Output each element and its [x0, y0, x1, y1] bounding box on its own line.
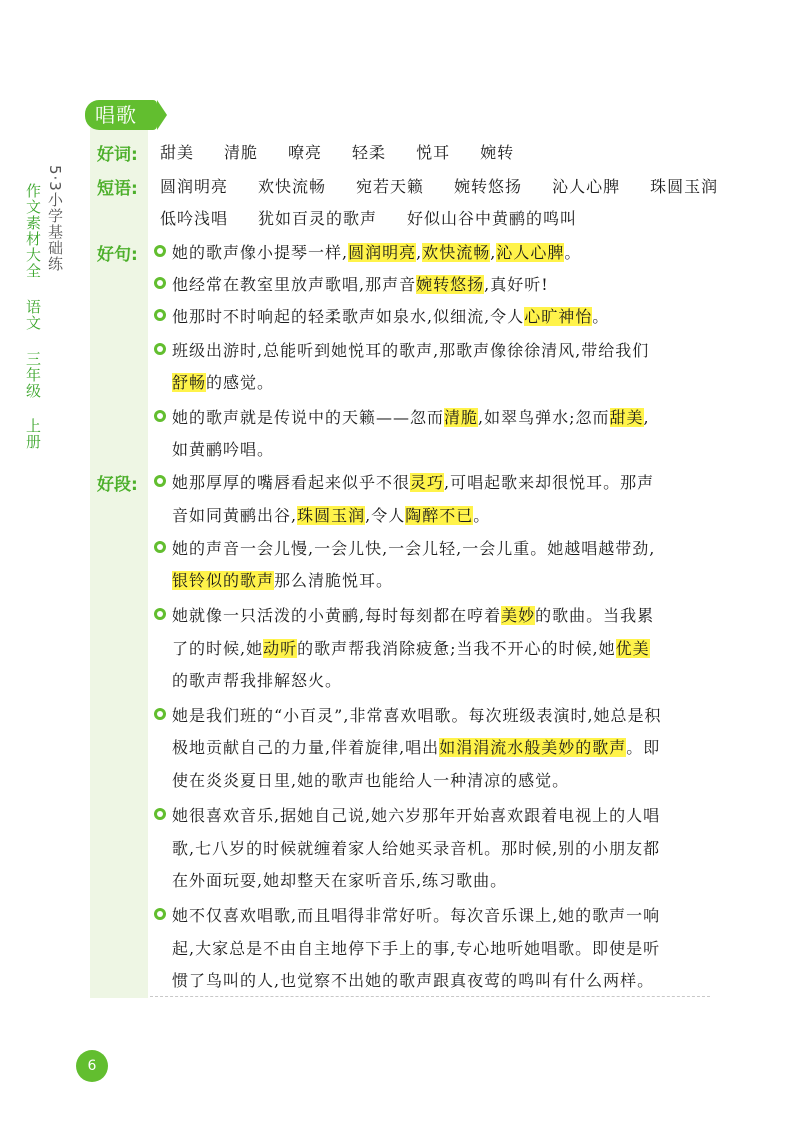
para-4-line-2 — [172, 735, 660, 758]
text: 她就像一只活泼的小黄鹂,每时每刻都在哼着 — [172, 606, 502, 625]
words-list — [160, 140, 544, 163]
para-6-line-2: 起,大家总是不由自主地停下手上的事,专心地听她唱歌。即使是听 — [172, 939, 661, 958]
sentence-3 — [172, 304, 609, 327]
bullet-icon — [154, 608, 166, 620]
series-part: 三年级 — [24, 350, 42, 399]
text: 她的歌声就是传说中的天籁——忽而 — [172, 408, 445, 427]
para-6-line-1: 她不仅喜欢唱歌,而且唱得非常好听。每次音乐课上,她的歌声一响 — [172, 906, 661, 925]
word: 嘹亮 — [288, 143, 323, 162]
bullet-icon — [154, 277, 166, 289]
sentence-5-line-2: 如黄鹂吟唱。 — [172, 440, 275, 459]
phrase: 宛若天籁 — [356, 177, 425, 196]
highlight: 舒畅 — [172, 373, 207, 392]
word: 清脆 — [224, 143, 259, 162]
sentences-label: 好句: — [97, 245, 138, 265]
series-part: 上册 — [24, 418, 42, 451]
bullet-icon — [154, 541, 166, 553]
phrase: 婉转悠扬 — [454, 177, 523, 196]
phrase: 沁人心脾 — [552, 177, 621, 196]
highlight: 银铃似的歌声 — [172, 571, 275, 590]
bullet-icon — [154, 808, 166, 820]
highlight: 如涓涓流水般美妙的歌声 — [439, 738, 627, 757]
word: 轻柔 — [352, 143, 387, 162]
highlight: 沁人心脾 — [496, 243, 565, 262]
margin-text — [24, 165, 66, 464]
text: 。 — [473, 506, 491, 525]
text: 她的歌声像小提琴一样, — [172, 243, 349, 262]
text: 。即 — [626, 738, 661, 757]
bullet-icon — [154, 343, 166, 355]
series-part: 作文素材大全 — [24, 183, 42, 279]
sentence-1 — [172, 240, 581, 263]
bullet-icon — [154, 309, 166, 321]
highlight: 清脆 — [444, 408, 479, 427]
highlight: 陶醉不已 — [405, 506, 474, 525]
book-brand: 5·3小学基础练 — [46, 165, 64, 272]
bullet-icon — [154, 245, 166, 257]
para-5-line-3: 在外面玩耍,她却整天在家听音乐,练习歌曲。 — [172, 871, 508, 890]
text: 的歌声帮我消除疲惫;当我不开心的时候,她 — [297, 639, 616, 658]
para-2-line-1: 她的声音一会儿慢,一会儿快,一会儿轻,一会儿重。她越唱越带劲, — [172, 539, 656, 558]
text: 的感觉。 — [206, 373, 275, 392]
highlight: 婉转悠扬 — [416, 275, 485, 294]
para-2-line-2 — [172, 568, 393, 591]
book-series — [22, 183, 44, 464]
paragraphs-label: 好段: — [97, 475, 138, 495]
phrase: 欢快流畅 — [258, 177, 327, 196]
text: , — [416, 243, 423, 262]
highlight: 珠圆玉润 — [297, 506, 366, 525]
para-4-line-3: 使在炎炎夏日里,她的歌声也能给人一种清凉的感觉。 — [172, 771, 570, 790]
word: 甜美 — [160, 143, 195, 162]
para-4-line-1: 她是我们班的“小百灵”,非常喜欢唱歌。每次班级表演时,她总是积 — [172, 706, 662, 725]
sentence-4-line-2 — [172, 370, 274, 393]
text: , — [643, 408, 650, 427]
para-5-line-2: 歌,七八岁的时候就缠着家人给她买录音机。那时候,别的小朋友都 — [172, 839, 661, 858]
bullet-icon — [154, 475, 166, 487]
text: ,如翠鸟弹水;忽而 — [478, 408, 610, 427]
para-3-line-3: 的歌声帮我排解怒火。 — [172, 671, 343, 690]
text: 他经常在教室里放声歌唱,那声音 — [172, 275, 417, 294]
text: 她那厚厚的嘴唇看起来似乎不很 — [172, 473, 411, 492]
phrase: 圆润明亮 — [160, 177, 229, 196]
phrases-list-2 — [160, 206, 607, 229]
phrases-list-1 — [160, 174, 748, 197]
bullet-icon — [154, 410, 166, 422]
para-6-line-3: 惯了鸟叫的人,也觉察不出她的歌声跟真夜莺的鸣叫有什么两样。 — [172, 971, 655, 990]
para-5-line-1: 她很喜欢音乐,据她自己说,她六岁那年开始喜欢跟着电视上的人唱 — [172, 806, 661, 825]
text: 了的时候,她 — [172, 639, 264, 658]
highlight: 圆润明亮 — [348, 243, 417, 262]
text: , — [490, 243, 497, 262]
phrase: 珠圆玉润 — [650, 177, 719, 196]
series-part: 语文 — [24, 298, 42, 331]
highlight: 灵巧 — [410, 473, 445, 492]
text: 他那时不时响起的轻柔歌声如泉水,似细流,令人 — [172, 307, 525, 326]
highlight: 心旷神怡 — [524, 307, 593, 326]
highlight: 优美 — [615, 639, 650, 658]
sentence-2 — [172, 272, 549, 295]
phrases-label: 短语: — [97, 179, 138, 199]
phrase: 犹如百灵的歌声 — [258, 209, 378, 228]
bullet-icon — [154, 708, 166, 720]
highlight: 美妙 — [501, 606, 536, 625]
word: 悦耳 — [416, 143, 451, 162]
text: 音如同黄鹂出谷, — [172, 506, 298, 525]
text: ,真好听! — [484, 275, 549, 294]
highlight: 甜美 — [609, 408, 644, 427]
bullet-icon — [154, 908, 166, 920]
para-3-line-1 — [172, 603, 654, 626]
text: 。 — [564, 243, 582, 262]
text: ,令人 — [365, 506, 406, 525]
para-1-line-1 — [172, 470, 654, 493]
text: 那么清脆悦耳。 — [274, 571, 394, 590]
text: 极地贡献自己的力量,伴着旋律,唱出 — [172, 738, 440, 757]
word: 婉转 — [480, 143, 515, 162]
text: ,可唱起歌来却很悦耳。那声 — [444, 473, 655, 492]
phrase: 低吟浅唱 — [160, 209, 229, 228]
text: 。 — [592, 307, 610, 326]
highlight: 动听 — [263, 639, 298, 658]
phrase: 好似山谷中黄鹂的鸣叫 — [407, 209, 578, 228]
para-1-line-2 — [172, 503, 490, 526]
words-label: 好词: — [97, 145, 138, 165]
para-3-line-2 — [172, 636, 650, 659]
sentence-5-line-1 — [172, 405, 650, 428]
highlight: 欢快流畅 — [422, 243, 491, 262]
divider — [150, 996, 710, 997]
section-title: 唱歌 — [85, 100, 157, 130]
page-number: 6 — [76, 1050, 108, 1082]
text: 的歌曲。当我累 — [535, 606, 655, 625]
sentence-4-line-1: 班级出游时,总能听到她悦耳的歌声,那歌声像徐徐清风,带给我们 — [172, 341, 650, 360]
